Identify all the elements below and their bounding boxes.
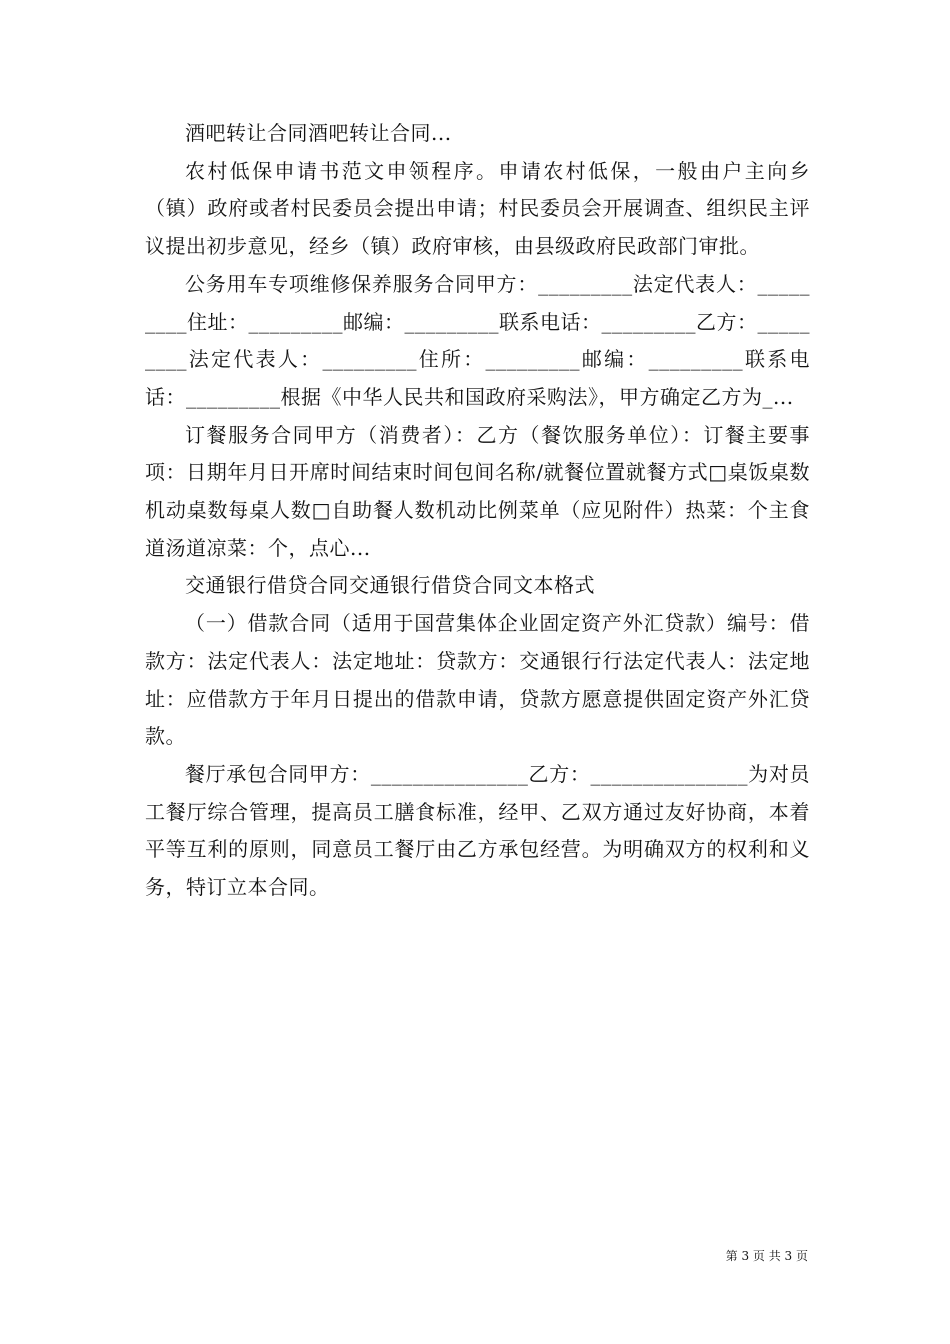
- paragraph-vehicle-maintenance: 公务用车专项维修保养服务合同甲方：_________法定代表人：_________住址：_________邮编：_________联系电话：_________乙方：_________法定代表人：_________住所：_________邮编：_________联系电话：_________根据《中华人民共和国政府采购法》，甲方确定乙方为_...: [145, 271, 810, 409]
- document-body: [145, 115, 810, 907]
- paragraph-canteen-contract: 餐厅承包合同甲方：_______________乙方：_______________为对员工餐厅综合管理，提高员工膳食标准，经甲、乙双方通过友好协商，本着平等互利的原则，同意员工餐厅由乙方承包经营。为明确双方的权利和义务，特订立本合同。: [145, 761, 810, 900]
- paragraph-bank-loan-title: 交通银行借贷合同交通银行借贷合同文本格式: [185, 573, 595, 598]
- paragraph-bar-transfer: 酒吧转让合同酒吧转让合同...: [185, 121, 452, 145]
- paragraph-rural-subsidy: 农村低保申请书范文申领程序。申请农村低保，一般由户主向乡（镇）政府或者村民委员会提出申请；村民委员会开展调查、组织民主评议提出初步意见，经乡（镇）政府审核，由县级政府民政部门审批。: [145, 158, 810, 259]
- page-number-footer: 第 3 页 共 3 页: [725, 1249, 808, 1263]
- paragraph-catering-service: 订餐服务合同甲方（消费者）：乙方（餐饮服务单位）：订餐主要事项：日期年月日开席时间结束时间包间名称/就餐位置就餐方式□桌饭桌数机动桌数每桌人数□自助餐人数机动比例菜单（应见附件）热菜：个主食道汤道凉菜：个，点心...: [145, 422, 810, 560]
- paragraph-loan-contract: （一）借款合同（适用于国营集体企业固定资产外汇贷款）编号：借款方：法定代表人：法定地址：贷款方：交通银行行法定代表人：法定地址：应借款方于年月日提出的借款申请，贷款方愿意提供固定资产外汇贷款。: [145, 611, 810, 749]
